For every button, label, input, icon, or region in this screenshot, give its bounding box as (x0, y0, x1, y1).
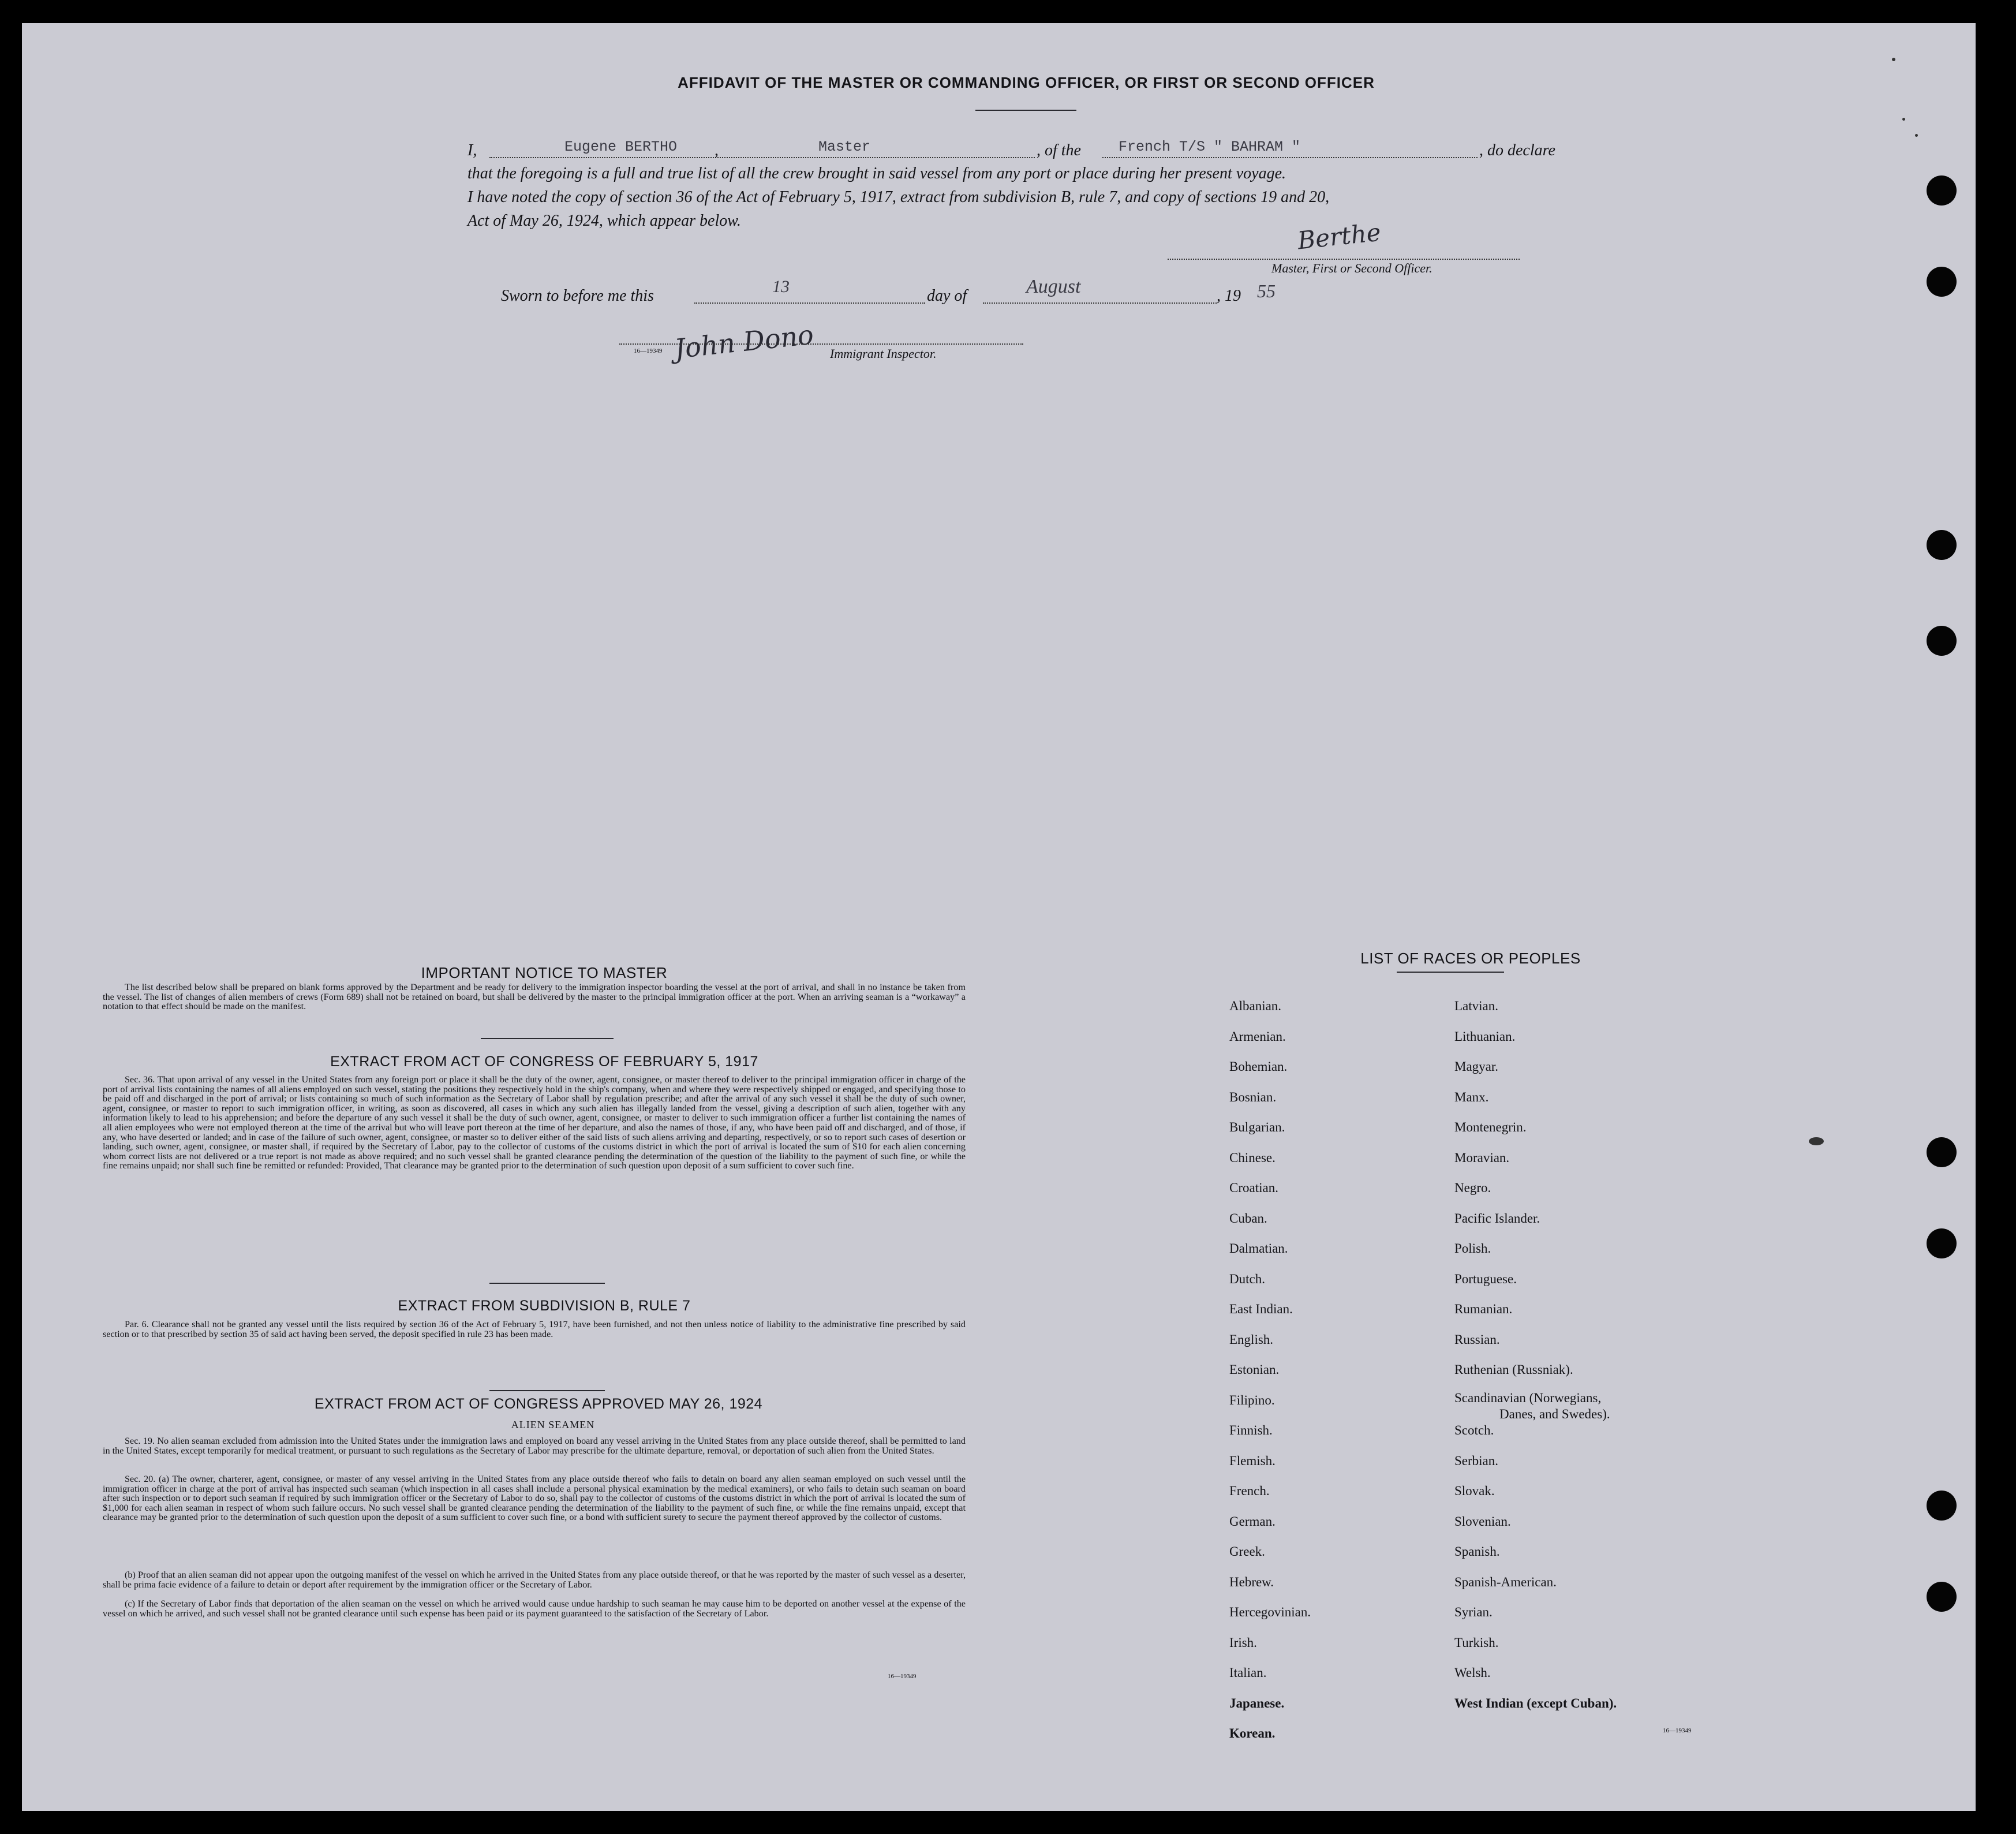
binder-hole (1927, 175, 1957, 206)
notice-body: The list described below shall be prepared on blank forms approved by the Department and be ready for delivery to the immigration inspector boarding the vessel at the port of arrival, and shall in no instance be taken from the vessel. The list of changes of alien members of crews (Form 689) shall not be retained on board, but shall be delivered by the master to the principal immigration officer at the port. When an arriving seaman is a “workaway” a notation to that effect should be made on the manifest. (103, 982, 966, 1012)
race-item: Greek. (1229, 1544, 1265, 1559)
extract1-title: EXTRACT FROM ACT OF CONGRESS OF FEBRUARY 5, 1917 (330, 1054, 758, 1070)
ink-speck (1915, 134, 1918, 137)
race-item: Japanese. (1229, 1695, 1285, 1710)
race-item: Magyar. (1454, 1059, 1499, 1074)
notice-rule-2 (489, 1283, 605, 1284)
race-item: Syrian. (1454, 1605, 1493, 1619)
binder-hole (1927, 1228, 1957, 1258)
race-item: Finnish. (1229, 1423, 1273, 1437)
race-item: Albanian. (1229, 999, 1282, 1013)
race-item: Dutch. (1229, 1271, 1265, 1286)
race-item: Russian. (1454, 1332, 1500, 1347)
race-item: Flemish. (1229, 1453, 1276, 1468)
sec19-body: Sec. 19. No alien seaman excluded from admission into the United States under the immigration laws and employed on board any vessel arriving in the United States from any place outside thereof, shall be permitted to land in the United States, except temporarily for medical treatment, or pursuant to such regulations as the Secretary of Labor may prescribe for the ultimate departure, removal, or deportation of such alien from the United States. (103, 1436, 966, 1456)
race-item: Hercegovinian. (1229, 1605, 1311, 1619)
race-item: Dalmatian. (1229, 1241, 1288, 1256)
day-of-label: day of (927, 287, 967, 305)
vessel-line (1102, 157, 1478, 158)
form-number-top: 16—19349 (634, 348, 663, 354)
vessel-name: French T/S " BAHRAM " (1119, 139, 1301, 155)
inspector-signature: John Dono (672, 319, 816, 365)
race-item: East Indian. (1229, 1302, 1293, 1316)
sec20a-body: Sec. 20. (a) The owner, charterer, agent, consignee, or master of any vessel arriving in the United States from any place outside thereof who fails to detain on board any alien seaman employed on such vessel until the immigration officer in charge at the port of arrival has inspected such seaman (which inspection in all cases shall include a personal physical examination by the medical examiners), or who fails to detain such seaman on board after such inspection or to deport such seaman if required by such immigration officer or the Secretary of Labor to do so, shall pay to the collector of customs of the customs district in which the port of arrival is located the sum of $1,000 for each alien seaman in respect of whom such failure occurs. No such vessel shall be granted clearance pending the determination of the liability to the payment of such fine, or while the fine remains unpaid, except that clearance may be granted prior to the determination of such question upon the deposit of a sum sufficient to cover such fine, or a bond with sufficient surety to secure the payment thereof approved by the collector of customs. (103, 1474, 966, 1523)
race-item: English. (1229, 1332, 1274, 1347)
master-signature: Berthe (1296, 218, 1382, 255)
race-item: Welsh. (1454, 1665, 1491, 1680)
race-item: Bulgarian. (1229, 1120, 1285, 1134)
notice-rule-1 (481, 1038, 614, 1039)
race-item: Moravian. (1454, 1150, 1510, 1165)
ink-speck (1902, 118, 1905, 121)
race-item: Montenegrin. (1454, 1120, 1527, 1134)
title-rule (975, 110, 1076, 111)
race-item: Korean. (1229, 1726, 1276, 1740)
extract1-body: Sec. 36. That upon arrival of any vessel in the United States from any foreign port or place it shall be the duty of the owner, agent, consignee, or master thereof to deliver to the principal immigration officer in charge of the port of arrival lists containing the names of all aliens employed on such vessel, stating the positions they respectively hold in the ship's company, when and where they were respectively shipped or engaged, and specifying those to be paid off and discharged in the port of arrival; or lists containing so much of such information as the Secretary of Labor shall by regulation prescribe; and after the arrival of any such vessel it shall be the duty of such owner, agent, consignee, or master to report to such immigration officer, in writing, as soon as discovered, all cases in which any such alien has illegally landed from the vessel, giving a description of such alien, together with any information likely to lead to his apprehension; and before the departure of any such vessel it shall be the duty of such owner, agent, consignee, or master to deliver to such immigration officer a further list containing the names of all alien employees who were not employed thereon at the time of the arrival but who will leave port thereon at the time of her departure, and also the names of those, if any, who have been paid off and discharged, and of those, if any, who have deserted or landed; and in case of the failure of such owner, agent, consignee, or master so to deliver either of the said lists of such aliens arriving and departing, respectively, or so to report such cases of desertion or landing, such owner, agent, consignee, or master shall, if required by the Secretary of Labor, pay to the collector of customs of the customs district in which the port of arrival is located the sum of $10 for each alien concerning whom correct lists are not delivered or a true report is not made as above required; and no such vessel shall be granted clearance pending the determination of the question of the liability to the payment of such fine, or while the fine remains unpaid; nor shall such fine be remitted or refunded: Provided, That clearance may be granted prior to the determination of such question upon deposit of a sum sufficient to cover such fine. (103, 1074, 966, 1171)
race-item: Bosnian. (1229, 1089, 1277, 1104)
binder-hole (1927, 626, 1957, 656)
extract3-subtitle: ALIEN SEAMEN (511, 1419, 595, 1430)
race-item: Rumanian. (1454, 1302, 1513, 1316)
race-item: Croatian. (1229, 1181, 1278, 1195)
sec20c-body: (c) If the Secretary of Labor finds that deportation of the alien seaman on the vessel on which he arrived would cause undue hardship to such seaman he may cause him to be deported on another vessel at the expense of the vessel on which he arrived, and such vessel shall not be granted clearance until such expense has been paid or its payment guaranteed to the satisfaction of the Secretary of Labor. (103, 1598, 966, 1619)
master-signature-line (1168, 259, 1520, 260)
extract2-body: Par. 6. Clearance shall not be granted any vessel until the lists required by section 36 of the Act of February 5, 1917, have been furnished, and not then unless notice of liability to the administrative fine prescribed by said section or to that prescribed by section 35 of said act having been served, the deposit specified in rule 23 has been made. (103, 1319, 966, 1339)
declaration-line-2: that the foregoing is a full and true list of all the crew brought in said vessel from any port or place during her present voyage. (467, 165, 1286, 182)
declaration-line-4: Act of May 26, 1924, which appear below. (467, 212, 741, 230)
sec20b-body: (b) Proof that an alien seaman did not appear upon the outgoing manifest of the vessel on which he arrived in the United States from any place outside thereof, or that he was reported by the master of such vessel as a deserter, shall be prima facie evidence of a failure to detain or deport after requirement by the immigration officer or the Secretary of Labor. (103, 1570, 966, 1590)
binder-hole (1927, 267, 1957, 297)
sworn-day-line (694, 302, 925, 304)
form-number-races: 16—19349 (1663, 1727, 1692, 1734)
race-item: Bohemian. (1229, 1059, 1288, 1074)
race-item: German. (1229, 1514, 1276, 1529)
race-item: Armenian. (1229, 1029, 1286, 1044)
race-item: Serbian. (1454, 1453, 1499, 1468)
sworn-year: 55 (1257, 281, 1276, 301)
race-item: West Indian (except Cuban). (1454, 1695, 1617, 1710)
race-item: Italian. (1229, 1665, 1267, 1680)
races-title: LIST OF RACES OR PEOPLES (1360, 950, 1581, 967)
declarant-rank: Master (818, 139, 871, 155)
race-item: Cuban. (1229, 1211, 1267, 1226)
declaration-line-3: I have noted the copy of section 36 of the Act of February 5, 1917, extract from subdivision B, rule 7, and copy of sections 19 and 20, (467, 188, 1330, 206)
race-item: Polish. (1454, 1241, 1491, 1256)
sworn-day: 13 (772, 277, 790, 296)
name-rank-line (489, 157, 1035, 158)
race-item: Ruthenian (Russniak). (1454, 1362, 1573, 1377)
of-the-label: , of the (1037, 141, 1081, 159)
race-item: Scotch. (1454, 1423, 1494, 1437)
notice-title: IMPORTANT NOTICE TO MASTER (421, 964, 668, 981)
inspector-signature-line (619, 343, 1023, 345)
race-item: Lithuanian. (1454, 1029, 1516, 1044)
race-item: Spanish. (1454, 1544, 1500, 1559)
race-item: Latvian. (1454, 999, 1498, 1013)
form-number-notice: 16—19349 (888, 1673, 917, 1680)
binder-hole (1927, 1137, 1957, 1167)
race-item: Spanish-American. (1454, 1574, 1557, 1589)
race-item: Hebrew. (1229, 1574, 1274, 1589)
race-item: Filipino. (1229, 1392, 1275, 1407)
comma: , (715, 141, 719, 159)
sworn-month-line (983, 302, 1217, 304)
master-caption: Master, First or Second Officer. (1271, 261, 1432, 275)
race-item: Danes, and Swedes). (1499, 1406, 1610, 1421)
race-item: Negro. (1454, 1181, 1491, 1195)
inspector-caption: Immigrant Inspector. (830, 346, 937, 361)
binder-hole (1927, 530, 1957, 560)
races-rule (1397, 972, 1504, 973)
sworn-label: Sworn to before me this (501, 287, 654, 305)
race-item: French. (1229, 1484, 1270, 1498)
declarant-name: Eugene BERTHO (564, 139, 678, 155)
race-item: Slovak. (1454, 1484, 1495, 1498)
i-label: I, (467, 141, 477, 159)
race-item: Estonian. (1229, 1362, 1280, 1377)
do-declare: , do declare (1479, 141, 1555, 159)
year-prefix: , 19 (1217, 287, 1241, 305)
extract2-title: EXTRACT FROM SUBDIVISION B, RULE 7 (398, 1298, 691, 1314)
race-item: Irish. (1229, 1635, 1257, 1650)
race-item: Scandinavian (Norwegians, (1454, 1390, 1602, 1405)
notice-rule-3 (489, 1390, 605, 1391)
document-page (22, 23, 1976, 1811)
sworn-month: August (1026, 276, 1081, 297)
race-item: Manx. (1454, 1089, 1489, 1104)
ink-speck (1892, 58, 1895, 61)
extract3-title: EXTRACT FROM ACT OF CONGRESS APPROVED MAY 26, 1924 (314, 1396, 763, 1412)
race-item: Chinese. (1229, 1150, 1276, 1165)
ink-speck (1809, 1137, 1824, 1145)
race-item: Turkish. (1454, 1635, 1499, 1650)
binder-hole (1927, 1582, 1957, 1612)
binder-hole (1927, 1491, 1957, 1521)
race-item: Pacific Islander. (1454, 1211, 1540, 1226)
affidavit-title: AFFIDAVIT OF THE MASTER OR COMMANDING OFFICER, OR FIRST OR SECOND OFFICER (678, 74, 1375, 91)
race-item: Portuguese. (1454, 1271, 1517, 1286)
race-item: Slovenian. (1454, 1514, 1511, 1529)
